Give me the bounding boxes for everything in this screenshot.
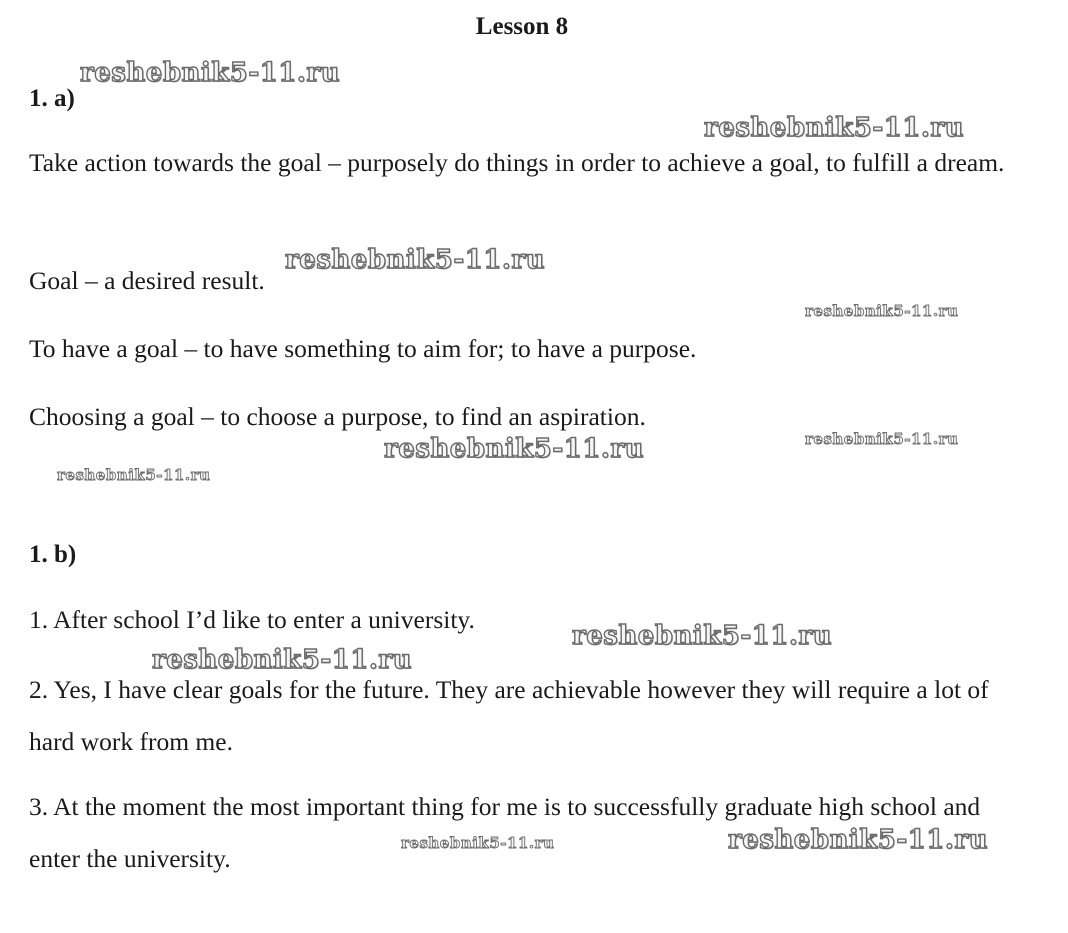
answer-2: 2. Yes, I have clear goals for the future. They are achievable however they will require a lot of hard work from me.	[29, 675, 989, 756]
watermark: reshebnik5-11.ru	[285, 245, 546, 275]
watermark: reshebnik5-11.ru	[57, 466, 211, 484]
definition-take-action: Take action towards the goal – purposely do things in order to achieve a goal, to fulfill a dream.	[29, 148, 1005, 177]
definition-have-goal: To have a goal – to have something to aim for; to have a purpose.	[29, 334, 697, 363]
watermark: reshebnik5-11.ru	[384, 434, 645, 464]
watermark: reshebnik5-11.ru	[152, 645, 413, 675]
answer-3: 3. At the moment the most important thing for me is to successfully graduate high school and enter the university.	[29, 792, 981, 873]
watermark: reshebnik5-11.ru	[704, 113, 965, 143]
watermark: reshebnik5-11.ru	[401, 834, 555, 852]
definition-choosing-goal: Choosing a goal – to choose a purpose, to find an aspiration.	[29, 402, 646, 431]
watermark: reshebnik5-11.ru	[572, 621, 833, 651]
section-b-heading: 1. b)	[29, 541, 77, 568]
watermark: reshebnik5-11.ru	[728, 825, 989, 855]
lesson-title: Lesson 8	[475, 13, 569, 40]
definition-goal: Goal – a desired result.	[29, 266, 265, 295]
watermark: reshebnik5-11.ru	[80, 58, 341, 88]
section-a-heading: 1. a)	[29, 85, 75, 112]
watermark: reshebnik5-11.ru	[805, 302, 959, 320]
answer-1: 1. After school I’d like to enter a university.	[29, 605, 475, 634]
watermark: reshebnik5-11.ru	[805, 430, 959, 448]
